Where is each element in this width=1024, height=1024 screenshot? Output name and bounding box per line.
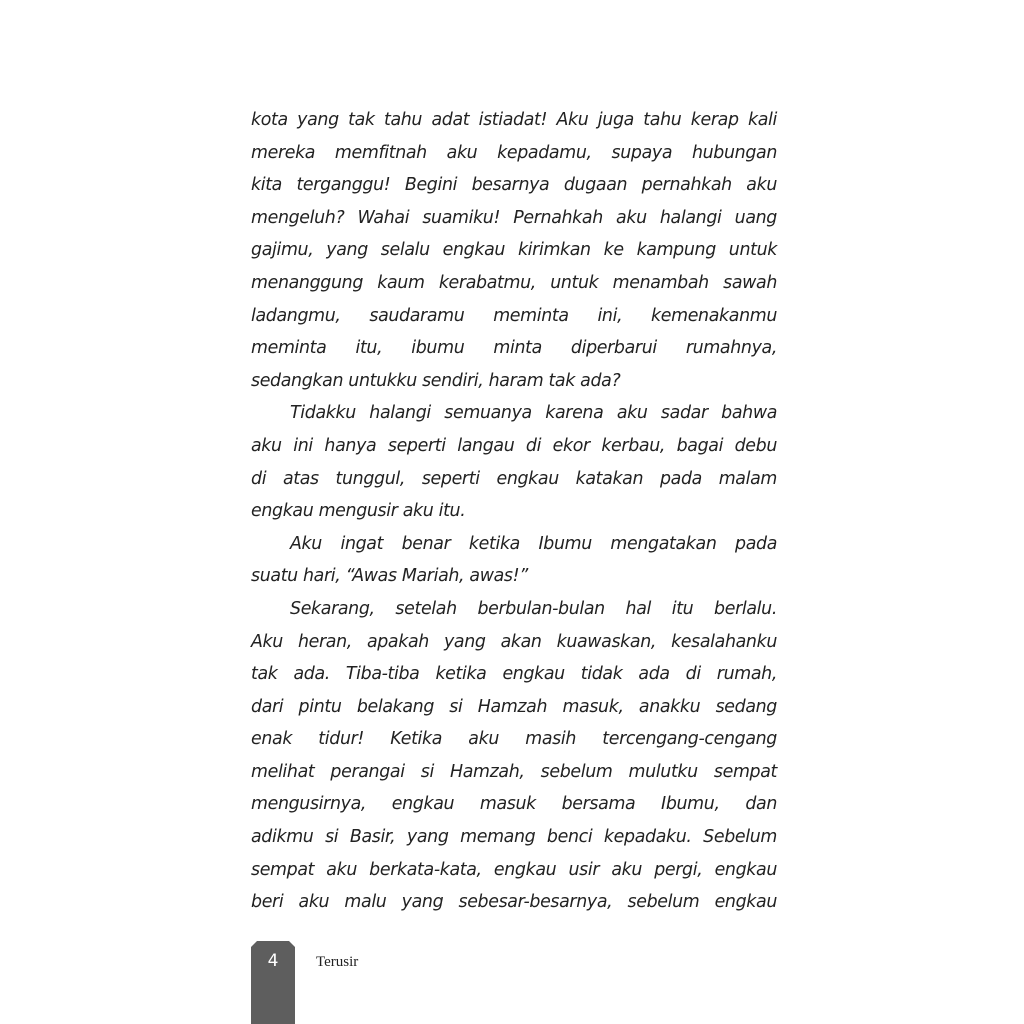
text-line: sempat aku berkata-kata, engkau usir aku pergi, engkau bbox=[251, 859, 777, 880]
text-line: mereka memfitnah aku kepadamu, supaya hubungan bbox=[251, 142, 777, 163]
text-line: ladangmu, saudaramu meminta ini, kemenakanmu bbox=[251, 305, 777, 326]
text-line: enak tidur! Ketika aku masih tercengang-cengang bbox=[251, 729, 777, 750]
text-line: aku ini hanya seperti langau di ekor kerbau, bagai debu bbox=[251, 435, 777, 456]
text-line: adikmu si Basir, yang memang benci kepadaku. Sebelum bbox=[251, 827, 777, 848]
text-line: beri aku malu yang sebesar-besarnya, sebelum engkau bbox=[251, 892, 777, 913]
text-line: engkau mengusir aku itu. bbox=[251, 501, 466, 522]
text-line: kota yang tak tahu adat istiadat! Aku juga tahu kerap kali bbox=[251, 110, 777, 130]
text-line: kita terganggu! Begini besarnya dugaan pernahkah aku bbox=[251, 175, 777, 196]
text-line: Sekarang, setelah berbulan-bulan hal itu berlalu. bbox=[290, 598, 777, 619]
page-number: 4 bbox=[267, 951, 279, 971]
text-line: Aku heran, apakah yang akan kuawaskan, kesalahanku bbox=[251, 631, 777, 652]
body-text bbox=[251, 104, 777, 919]
text-line: melihat perangai si Hamzah, sebelum mulutku sempat bbox=[251, 761, 777, 782]
text-line: sedangkan untukku sendiri, haram tak ada? bbox=[251, 370, 621, 391]
text-line: meminta itu, ibumu minta diperbarui rumahnya, bbox=[251, 338, 777, 359]
text-line: gajimu, yang selalu engkau kirimkan ke kampung untuk bbox=[251, 240, 777, 261]
running-title: Terusir bbox=[316, 954, 359, 970]
text-line: mengusirnya, engkau masuk bersama Ibumu, dan bbox=[251, 794, 777, 815]
text-line: dari pintu belakang si Hamzah masuk, anakku sedang bbox=[251, 696, 777, 717]
text-line: Tidakku halangi semuanya karena aku sadar bahwa bbox=[290, 403, 777, 424]
text-line: tak ada. Tiba-tiba ketika engkau tidak ada di rumah, bbox=[251, 664, 777, 685]
text-line: mengeluh? Wahai suamiku! Pernahkah aku halangi uang bbox=[251, 207, 777, 228]
text-line: suatu hari, “Awas Mariah, awas!” bbox=[251, 566, 528, 587]
text-line: menanggung kaum kerabatmu, untuk menambah sawah bbox=[251, 272, 777, 293]
text-line: di atas tunggul, seperti engkau katakan pada malam bbox=[251, 468, 777, 489]
text-line: Aku ingat benar ketika Ibumu mengatakan pada bbox=[290, 533, 777, 554]
